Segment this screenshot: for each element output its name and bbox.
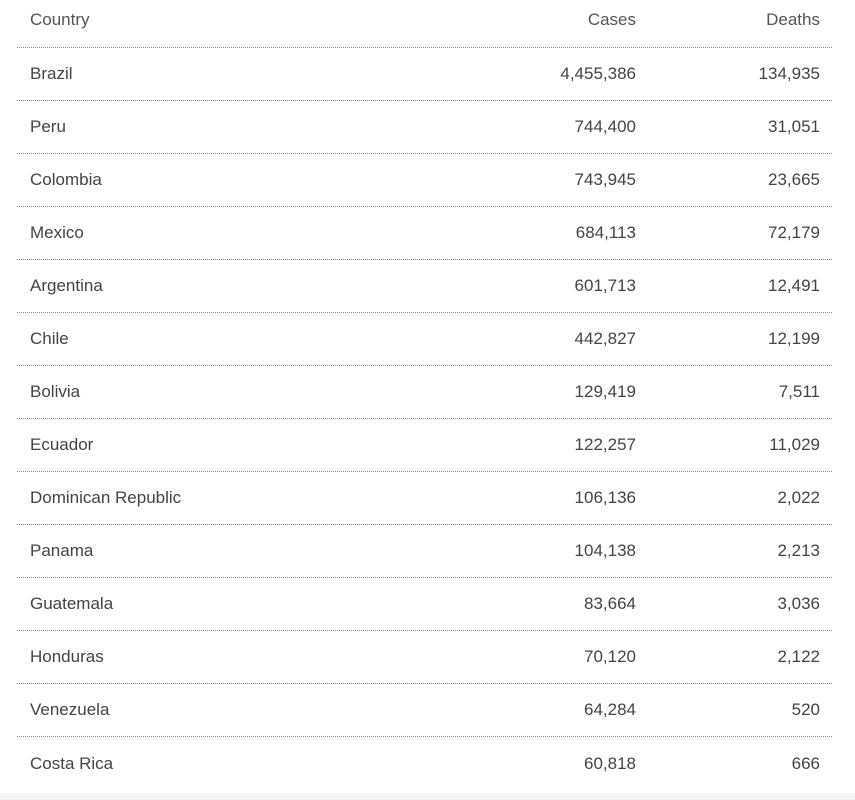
deaths-cell: 12,491 <box>768 276 820 295</box>
country-cell: Venezuela <box>30 700 110 719</box>
table-row <box>17 207 832 260</box>
country-cell: Brazil <box>30 64 73 83</box>
cases-cell: 744,400 <box>574 117 636 136</box>
cases-cell: 60,818 <box>584 753 636 773</box>
deaths-cell: 72,179 <box>768 223 820 242</box>
table-row <box>17 366 832 419</box>
table-row <box>17 48 832 101</box>
header-country[interactable]: Country <box>30 10 90 29</box>
country-cell: Argentina <box>30 276 103 295</box>
table-header-row <box>17 0 832 48</box>
country-cell: Guatemala <box>30 594 114 613</box>
header-deaths[interactable]: Deaths <box>766 10 820 29</box>
cases-cell: 684,113 <box>575 223 636 242</box>
deaths-cell: 134,935 <box>758 64 820 83</box>
country-cell: Peru <box>30 117 66 136</box>
table-row <box>17 684 832 737</box>
deaths-cell: 7,511 <box>778 382 820 401</box>
table-row <box>17 101 832 154</box>
cases-cell: 70,120 <box>584 647 636 666</box>
cases-cell: 601,713 <box>574 276 636 295</box>
deaths-cell: 2,022 <box>777 488 820 507</box>
table-row <box>17 631 832 684</box>
deaths-cell: 23,665 <box>768 170 820 189</box>
country-cell: Mexico <box>30 223 84 242</box>
deaths-cell: 2,122 <box>777 647 820 666</box>
cases-cell: 106,136 <box>574 488 636 507</box>
table-row <box>17 472 832 525</box>
cases-cell: 64,284 <box>584 700 636 719</box>
cases-cell: 129,419 <box>574 382 636 401</box>
page-bottom-band <box>0 793 855 800</box>
table-row <box>17 737 832 790</box>
table-row <box>17 154 832 207</box>
country-cell: Dominican Republic <box>30 488 182 507</box>
deaths-cell: 31,051 <box>768 117 820 136</box>
table-row <box>17 578 832 631</box>
cases-cell: 4,455,386 <box>560 64 636 83</box>
deaths-cell: 520 <box>791 700 820 719</box>
cases-cell: 743,945 <box>574 170 636 189</box>
country-cell: Colombia <box>30 170 102 189</box>
country-cell: Costa Rica <box>30 753 114 773</box>
deaths-cell: 12,199 <box>768 329 820 348</box>
data-table <box>17 0 832 790</box>
header-cases[interactable]: Cases <box>587 10 636 29</box>
country-cell: Bolivia <box>30 382 81 401</box>
cases-cell: 442,827 <box>574 329 636 348</box>
cases-cell: 122,257 <box>574 435 636 454</box>
country-cell: Chile <box>30 329 69 348</box>
country-cell: Ecuador <box>30 435 94 454</box>
cases-cell: 104,138 <box>574 541 636 560</box>
deaths-cell: 3,036 <box>777 594 820 613</box>
table-row <box>17 525 832 578</box>
country-cell: Panama <box>30 541 94 560</box>
table-row <box>17 313 832 366</box>
table-row <box>17 419 832 472</box>
country-cell: Honduras <box>30 647 104 666</box>
deaths-cell: 666 <box>791 753 820 773</box>
table-row <box>17 260 832 313</box>
deaths-cell: 2,213 <box>777 541 820 560</box>
cases-cell: 83,664 <box>584 594 636 613</box>
deaths-cell: 11,029 <box>769 435 820 454</box>
